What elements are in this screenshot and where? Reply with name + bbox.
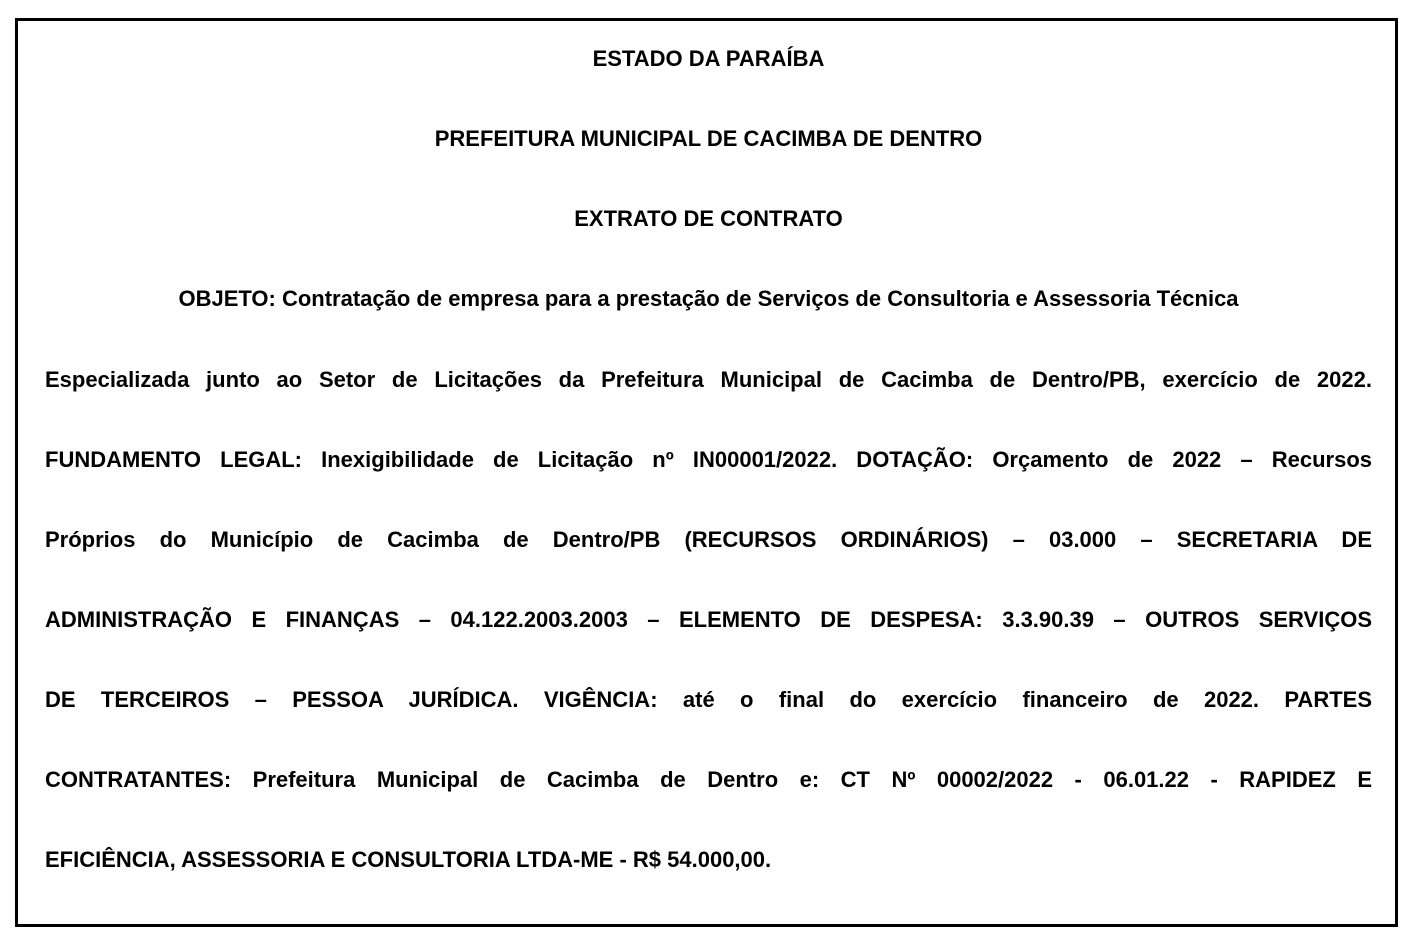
body-line-last: EFICIÊNCIA, ASSESSORIA E CONSULTORIA LTDA-ME - R$ 54.000,00. — [45, 847, 772, 872]
header-municipality: PREFEITURA MUNICIPAL DE CACIMBA DE DENTRO — [434, 126, 983, 151]
body-line: ADMINISTRAÇÃO E FINANÇAS – 04.122.2003.2003 – ELEMENTO DE DESPESA: 3.3.90.39 – OUTROS SERVIÇOS — [45, 607, 1372, 632]
body-line: FUNDAMENTO LEGAL: Inexigibilidade de Licitação nº IN00001/2022. DOTAÇÃO: Orçamento de 2022 – Recursos — [45, 447, 1372, 472]
body-line: DE TERCEIROS – PESSOA JURÍDICA. VIGÊNCIA: até o final do exercício financeiro de 2022. PARTES — [45, 687, 1372, 712]
body-line-object: OBJETO: Contratação de empresa para a prestação de Serviços de Consultoria e Assessoria Técnica — [178, 286, 1239, 311]
header-state: ESTADO DA PARAÍBA — [592, 46, 825, 71]
body-line: CONTRATANTES: Prefeitura Municipal de Cacimba de Dentro e: CT Nº 00002/2022 - 06.01.22 - RAPIDEZ E — [45, 767, 1372, 792]
body-line: Próprios do Município de Cacimba de Dentro/PB (RECURSOS ORDINÁRIOS) – 03.000 – SECRETARIA DE — [45, 527, 1372, 552]
body-line: Especializada junto ao Setor de Licitações da Prefeitura Municipal de Cacimba de Dentro/PB, exercício de 2022. — [45, 367, 1372, 392]
document-title: EXTRATO DE CONTRATO — [574, 206, 843, 231]
